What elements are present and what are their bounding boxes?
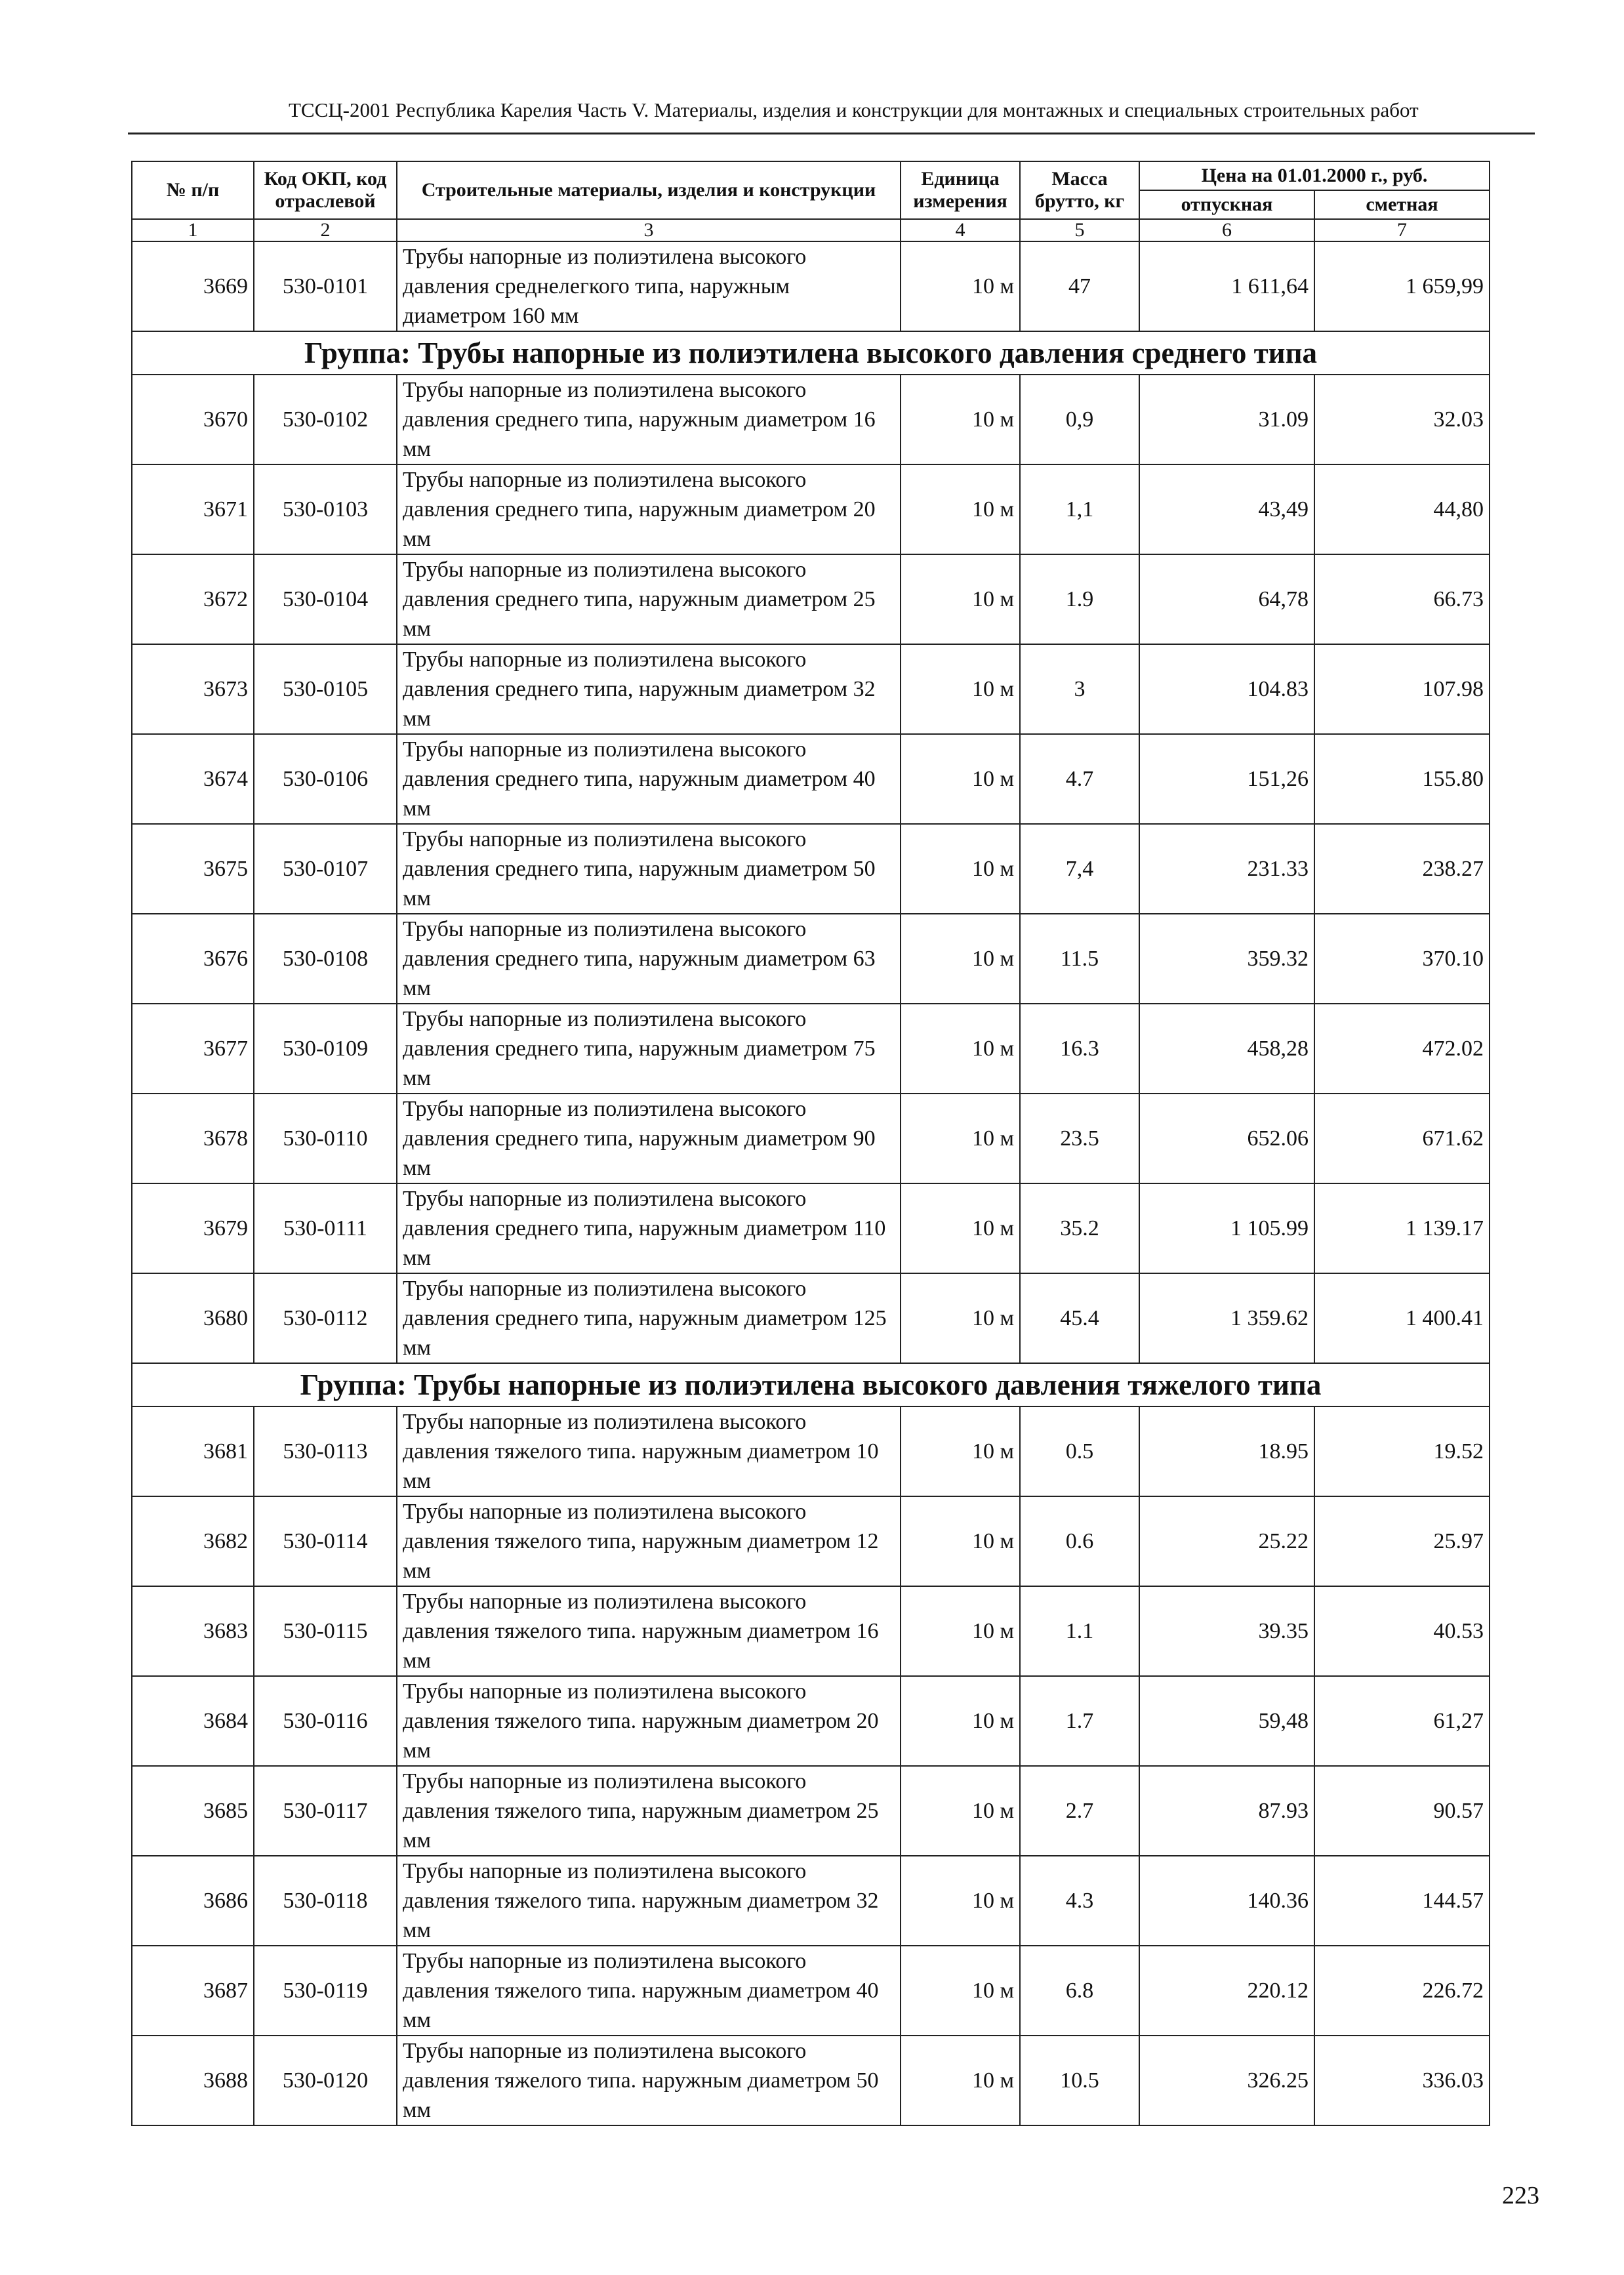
row-num: 3683 [132, 1586, 254, 1676]
row-code: 530-0101 [254, 241, 397, 331]
row-unit: 10 м [901, 1586, 1020, 1676]
row-name: Трубы напорные из полиэтилена высокого давления тяжелого типа. наружным диаметром 32 мм [397, 1856, 901, 1946]
table-row [132, 375, 1490, 464]
row-unit: 10 м [901, 1273, 1020, 1363]
row-name: Трубы напорные из полиэтилена высокого давления тяжелого типа. наружным диаметром 40 мм [397, 1946, 901, 2036]
row-num: 3678 [132, 1094, 254, 1183]
row-name: Трубы напорные из полиэтилена высокого давления среднего типа, наружным диаметром 50 мм [397, 824, 901, 914]
row-code: 530-0106 [254, 734, 397, 824]
row-code: 530-0117 [254, 1766, 397, 1856]
row-name: Трубы напорные из полиэтилена высокого давления среднего типа, наружным диаметром 63 мм [397, 914, 901, 1004]
row-unit: 10 м [901, 1406, 1020, 1496]
row-unit: 10 м [901, 464, 1020, 554]
row-mass: 0.5 [1020, 1406, 1139, 1496]
table-row [132, 1004, 1490, 1094]
row-num: 3675 [132, 824, 254, 914]
column-number: 5 [1020, 219, 1139, 241]
row-price-release: 151,26 [1139, 734, 1314, 824]
column-number: 6 [1139, 219, 1314, 241]
row-code: 530-0111 [254, 1183, 397, 1273]
row-code: 530-0119 [254, 1946, 397, 2036]
row-price-estimate: 370.10 [1314, 914, 1490, 1004]
row-price-release: 18.95 [1139, 1406, 1314, 1496]
running-header: ТССЦ-2001 Республика Карелия Часть V. Материалы, изделия и конструкции для монтажных и специальных строительных работ [289, 98, 1419, 121]
row-code: 530-0116 [254, 1676, 397, 1766]
row-num: 3676 [132, 914, 254, 1004]
col-header-num: № п/п [132, 161, 254, 219]
group-title: Группа: Трубы напорные из полиэтилена высокого давления среднего типа [132, 331, 1490, 375]
column-number: 4 [901, 219, 1020, 241]
table-row [132, 914, 1490, 1004]
row-price-release: 458,28 [1139, 1004, 1314, 1094]
row-unit: 10 м [901, 241, 1020, 331]
row-num: 3688 [132, 2036, 254, 2125]
table-row [132, 554, 1490, 644]
row-unit: 10 м [901, 1766, 1020, 1856]
row-price-release: 231.33 [1139, 824, 1314, 914]
row-unit: 10 м [901, 824, 1020, 914]
row-mass: 16.3 [1020, 1004, 1139, 1094]
row-price-release: 326.25 [1139, 2036, 1314, 2125]
row-mass: 35.2 [1020, 1183, 1139, 1273]
table-row [132, 1676, 1490, 1766]
row-mass: 4.3 [1020, 1856, 1139, 1946]
row-name: Трубы напорные из полиэтилена высокого давления среднего типа, наружным диаметром 32 мм [397, 644, 901, 734]
col-header-price-release: отпускная [1139, 190, 1314, 219]
row-num: 3672 [132, 554, 254, 644]
row-unit: 10 м [901, 734, 1020, 824]
column-number: 1 [132, 219, 254, 241]
table-row [132, 1586, 1490, 1676]
row-price-release: 140.36 [1139, 1856, 1314, 1946]
row-mass: 3 [1020, 644, 1139, 734]
table-row [132, 2036, 1490, 2125]
row-code: 530-0113 [254, 1406, 397, 1496]
row-num: 3684 [132, 1676, 254, 1766]
row-unit: 10 м [901, 1946, 1020, 2036]
row-num: 3680 [132, 1273, 254, 1363]
row-code: 530-0107 [254, 824, 397, 914]
group-row-medium [132, 331, 1490, 375]
row-num: 3669 [132, 241, 254, 331]
row-num: 3681 [132, 1406, 254, 1496]
table-row [132, 1406, 1490, 1496]
row-code: 530-0114 [254, 1496, 397, 1586]
row-price-release: 652.06 [1139, 1094, 1314, 1183]
row-price-estimate: 1 139.17 [1314, 1183, 1490, 1273]
row-price-estimate: 66.73 [1314, 554, 1490, 644]
header-rule [128, 133, 1535, 134]
row-num: 3674 [132, 734, 254, 824]
row-unit: 10 м [901, 2036, 1020, 2125]
row-mass: 0,9 [1020, 375, 1139, 464]
table-row [132, 824, 1490, 914]
row-num: 3677 [132, 1004, 254, 1094]
table-row [132, 1856, 1490, 1946]
col-header-name: Строительные материалы, изделия и конструкции [397, 161, 901, 219]
col-header-mass: Масса брутто, кг [1020, 161, 1139, 219]
row-code: 530-0110 [254, 1094, 397, 1183]
row-price-release: 59,48 [1139, 1676, 1314, 1766]
row-price-estimate: 671.62 [1314, 1094, 1490, 1183]
row-price-estimate: 107.98 [1314, 644, 1490, 734]
row-name: Трубы напорные из полиэтилена высокого давления среднего типа, наружным диаметром 125 мм [397, 1273, 901, 1363]
row-code: 530-0105 [254, 644, 397, 734]
row-code: 530-0103 [254, 464, 397, 554]
row-code: 530-0115 [254, 1586, 397, 1676]
table-row [132, 1273, 1490, 1363]
row-code: 530-0108 [254, 914, 397, 1004]
col-header-code: Код ОКП, код отраслевой [254, 161, 397, 219]
row-price-release: 31.09 [1139, 375, 1314, 464]
row-unit: 10 м [901, 1183, 1020, 1273]
group-title: Группа: Трубы напорные из полиэтилена высокого давления тяжелого типа [132, 1363, 1490, 1406]
row-name: Трубы напорные из полиэтилена высокого давления среднего типа, наружным диаметром 20 мм [397, 464, 901, 554]
table-row [132, 1946, 1490, 2036]
row-price-release: 64,78 [1139, 554, 1314, 644]
col-header-price: Цена на 01.01.2000 г., руб. [1139, 161, 1490, 190]
row-num: 3671 [132, 464, 254, 554]
row-mass: 11.5 [1020, 914, 1139, 1004]
row-name: Трубы напорные из полиэтилена высокого давления среднего типа, наружным диаметром 90 мм [397, 1094, 901, 1183]
row-mass: 7,4 [1020, 824, 1139, 914]
row-price-estimate: 61,27 [1314, 1676, 1490, 1766]
row-name: Трубы напорные из полиэтилена высокого давления среднего типа, наружным диаметром 16 мм [397, 375, 901, 464]
row-name: Трубы напорные из полиэтилена высокого давления тяжелого типа, наружным диаметром 25 мм [397, 1766, 901, 1856]
row-unit: 10 м [901, 1496, 1020, 1586]
row-name: Трубы напорные из полиэтилена высокого давления тяжелого типа. наружным диаметром 10 мм [397, 1406, 901, 1496]
row-price-estimate: 90.57 [1314, 1766, 1490, 1856]
row-price-release: 43,49 [1139, 464, 1314, 554]
row-mass: 1.1 [1020, 1586, 1139, 1676]
row-num: 3686 [132, 1856, 254, 1946]
price-table [131, 161, 1490, 2126]
row-name: Трубы напорные из полиэтилена высокого давления среднего типа, наружным диаметром 25 мм [397, 554, 901, 644]
row-mass: 47 [1020, 241, 1139, 331]
row-name: Трубы напорные из полиэтилена высокого давления тяжелого типа. наружным диаметром 50 мм [397, 2036, 901, 2125]
row-name: Трубы напорные из полиэтилена высокого давления тяжелого типа, наружным диаметром 12 мм [397, 1496, 901, 1586]
row-mass: 45.4 [1020, 1273, 1139, 1363]
row-price-release: 1 611,64 [1139, 241, 1314, 331]
row-unit: 10 м [901, 1004, 1020, 1094]
table-header-row [132, 161, 1490, 190]
column-number: 2 [254, 219, 397, 241]
row-unit: 10 м [901, 1094, 1020, 1183]
row-num: 3673 [132, 644, 254, 734]
row-mass: 0.6 [1020, 1496, 1139, 1586]
row-price-release: 1 105.99 [1139, 1183, 1314, 1273]
row-price-estimate: 44,80 [1314, 464, 1490, 554]
row-num: 3679 [132, 1183, 254, 1273]
row-mass: 2.7 [1020, 1766, 1139, 1856]
row-name: Трубы напорные из полиэтилена высокого давления тяжелого типа. наружным диаметром 16 мм [397, 1586, 901, 1676]
row-price-estimate: 19.52 [1314, 1406, 1490, 1496]
row-code: 530-0102 [254, 375, 397, 464]
table-row [132, 241, 1490, 331]
column-number: 7 [1314, 219, 1490, 241]
row-price-release: 220.12 [1139, 1946, 1314, 2036]
row-mass: 6.8 [1020, 1946, 1139, 2036]
row-price-release: 1 359.62 [1139, 1273, 1314, 1363]
row-unit: 10 м [901, 914, 1020, 1004]
row-price-estimate: 1 400.41 [1314, 1273, 1490, 1363]
row-price-release: 104.83 [1139, 644, 1314, 734]
table-row [132, 644, 1490, 734]
row-code: 530-0112 [254, 1273, 397, 1363]
row-price-estimate: 238.27 [1314, 824, 1490, 914]
column-number-row [132, 219, 1490, 241]
row-price-release: 359.32 [1139, 914, 1314, 1004]
row-name: Трубы напорные из полиэтилена высокого давления среднего типа, наружным диаметром 110 мм [397, 1183, 901, 1273]
row-code: 530-0120 [254, 2036, 397, 2125]
group-row-heavy [132, 1363, 1490, 1406]
row-price-release: 87.93 [1139, 1766, 1314, 1856]
row-code: 530-0118 [254, 1856, 397, 1946]
row-code: 530-0109 [254, 1004, 397, 1094]
row-unit: 10 м [901, 1676, 1020, 1766]
row-mass: 23.5 [1020, 1094, 1139, 1183]
row-name: Трубы напорные из полиэтилена высокого давления среднего типа, наружным диаметром 40 мм [397, 734, 901, 824]
row-mass: 4.7 [1020, 734, 1139, 824]
row-mass: 1.9 [1020, 554, 1139, 644]
row-num: 3685 [132, 1766, 254, 1856]
row-name: Трубы напорные из полиэтилена высокого давления среднего типа, наружным диаметром 75 мм [397, 1004, 901, 1094]
page-number: 223 [1502, 2182, 1539, 2209]
row-num: 3670 [132, 375, 254, 464]
row-num: 3682 [132, 1496, 254, 1586]
col-header-price-estimate: сметная [1314, 190, 1490, 219]
row-unit: 10 м [901, 375, 1020, 464]
row-mass: 10.5 [1020, 2036, 1139, 2125]
col-header-unit: Единица измерения [901, 161, 1020, 219]
table-row [132, 1183, 1490, 1273]
row-price-estimate: 40.53 [1314, 1586, 1490, 1676]
row-num: 3687 [132, 1946, 254, 2036]
row-price-estimate: 1 659,99 [1314, 241, 1490, 331]
row-price-estimate: 144.57 [1314, 1856, 1490, 1946]
row-unit: 10 м [901, 644, 1020, 734]
row-price-estimate: 336.03 [1314, 2036, 1490, 2125]
table-row [132, 1094, 1490, 1183]
row-mass: 1,1 [1020, 464, 1139, 554]
row-name: Трубы напорные из полиэтилена высокого давления среднелегкого типа, наружным диаметром 160 мм [397, 241, 901, 331]
row-price-release: 25.22 [1139, 1496, 1314, 1586]
row-price-estimate: 226.72 [1314, 1946, 1490, 2036]
table-row [132, 1766, 1490, 1856]
table-row [132, 734, 1490, 824]
row-unit: 10 м [901, 1856, 1020, 1946]
row-price-release: 39.35 [1139, 1586, 1314, 1676]
row-code: 530-0104 [254, 554, 397, 644]
table-row [132, 464, 1490, 554]
row-price-estimate: 25.97 [1314, 1496, 1490, 1586]
table-row [132, 1496, 1490, 1586]
row-unit: 10 м [901, 554, 1020, 644]
row-name: Трубы напорные из полиэтилена высокого давления тяжелого типа. наружным диаметром 20 мм [397, 1676, 901, 1766]
row-price-estimate: 32.03 [1314, 375, 1490, 464]
row-price-estimate: 155.80 [1314, 734, 1490, 824]
column-number: 3 [397, 219, 901, 241]
row-mass: 1.7 [1020, 1676, 1139, 1766]
row-price-estimate: 472.02 [1314, 1004, 1490, 1094]
